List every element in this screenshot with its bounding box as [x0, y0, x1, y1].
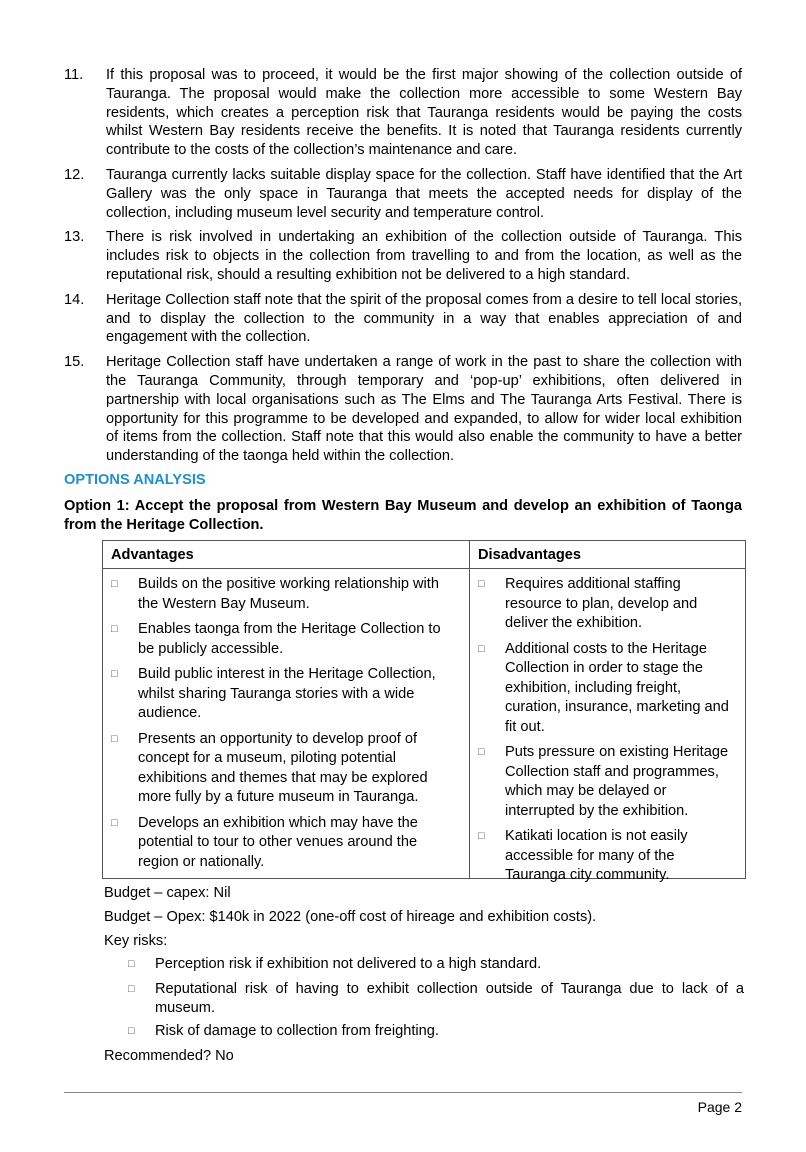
option-summary: [104, 884, 744, 1071]
list-item: [128, 1022, 744, 1042]
advantages-list: [103, 569, 469, 872]
list-item: [111, 730, 459, 808]
disadvantages-header: Disadvantages: [478, 547, 582, 563]
option-title: Option 1: Accept the proposal from Western Bay Museum and develop an exhibition of Taonga from the Heritage Collection.: [64, 498, 742, 533]
list-item-text: Requires additional staffing resource to plan, develop and deliver the exhibition.: [505, 576, 698, 631]
list-item-text: Risk of damage to collection from freighting.: [155, 1023, 439, 1040]
paragraph-number: 15.: [64, 354, 85, 371]
paragraph-number: 12.: [64, 166, 85, 183]
checkbox-bullet-icon: □: [478, 830, 485, 842]
key-risks-list: [104, 955, 744, 1042]
list-item: [478, 743, 735, 821]
list-item: [478, 640, 735, 738]
footer-divider: [64, 1092, 742, 1093]
paragraph-text: Heritage Collection staff note that the spirit of the proposal comes from a desire to tell local stories, and to display the collection to the community in a way that enables appreciation of and engagement with the collection.: [106, 291, 742, 346]
paragraph-number: 13.: [64, 229, 85, 246]
list-item-text: Presents an opportunity to develop proof of concept for a museum, piloting potential exhibitions and themes that may be explored more fully by a future museum in Tauranga.: [138, 730, 428, 805]
budget-opex: Budget – Opex: $140k in 2022 (one-off cost of hireage and exhibition costs).: [104, 908, 597, 925]
list-item-text: Katikati location is not easily accessible for many of the Tauranga city community.: [505, 828, 688, 883]
checkbox-bullet-icon: □: [128, 982, 135, 995]
list-item: [478, 575, 735, 634]
paragraph-15: [64, 353, 742, 466]
checkbox-bullet-icon: □: [111, 578, 118, 590]
paragraph-12: [64, 166, 742, 222]
checkbox-bullet-icon: □: [128, 1025, 135, 1038]
checkbox-bullet-icon: □: [111, 668, 118, 680]
list-item-text: Develops an exhibition which may have the potential to tour to other venues around the region or nationally.: [138, 814, 418, 870]
list-item-text: Reputational risk of having to exhibit collection outside of Tauranga due to lack of a museum.: [155, 980, 744, 1016]
checkbox-bullet-icon: □: [478, 746, 485, 758]
list-item: [128, 980, 744, 1018]
advantages-cell: [103, 569, 470, 879]
checkbox-bullet-icon: □: [128, 958, 135, 971]
paragraph-number: 14.: [64, 291, 85, 308]
checkbox-bullet-icon: □: [111, 732, 118, 745]
paragraph-text: There is risk involved in undertaking an exhibition of the collection outside of Tauranga. This includes risk to objects in the collection from travelling to and from the location, as well as the reputational risk, should a resulting exhibition not be delivered to a high standard.: [106, 229, 742, 283]
checkbox-bullet-icon: □: [111, 816, 118, 829]
list-item: [111, 665, 459, 724]
list-item-text: Additional costs to the Heritage Collection in order to stage the exhibition, including freight, curation, insurance, marketing and fit out.: [505, 640, 729, 735]
paragraph-11: [64, 66, 742, 160]
page-number: Page 2: [697, 1099, 742, 1115]
checkbox-bullet-icon: □: [478, 642, 485, 655]
paragraph-number: 11.: [64, 67, 84, 83]
table-header-row: [103, 541, 745, 569]
list-item: [111, 814, 459, 873]
disadvantages-list: [470, 569, 745, 886]
paragraph-14: [64, 291, 742, 347]
list-item: [111, 575, 459, 614]
numbered-paragraphs: [64, 66, 742, 472]
recommended: Recommended? No: [104, 1047, 234, 1064]
list-item: [111, 620, 459, 659]
list-item-text: Enables taonga from the Heritage Collection to be publicly accessible.: [138, 621, 441, 657]
key-risks-label: Key risks:: [104, 932, 168, 949]
paragraph-text: If this proposal was to proceed, it would be the first major showing of the collection outside of Tauranga. The proposal would make the collection more accessible to some Western Bay residents, which creates a perception risk that Tauranga residents would be paying the costs whilst Western Bay residents receive the benefits. It is noted that Tauranga residents currently contribute to the costs of the collection’s maintenance and care.: [106, 67, 742, 159]
list-item: [478, 827, 735, 886]
checkbox-bullet-icon: □: [111, 623, 118, 635]
list-item-text: Puts pressure on existing Heritage Collection staff and programmes, which may be delayed or interrupted by the exhibition.: [505, 744, 729, 819]
advantages-header: Advantages: [103, 541, 470, 568]
list-item-text: Build public interest in the Heritage Collection, whilst sharing Tauranga stories with a wide audience.: [138, 666, 436, 721]
list-item-text: Perception risk if exhibition not delivered to a high standard.: [155, 956, 542, 973]
disadvantages-cell: [470, 569, 745, 883]
section-heading: OPTIONS ANALYSIS: [64, 472, 206, 488]
paragraph-text: Heritage Collection staff have undertaken a range of work in the past to share the collection with the Tauranga Community, through temporary and ‘pop-up’ exhibitions, often delivered in partnership with local organisations such as The Elms and The Tauranga Arts Festival. There is opportunity for this programme to be developed and expanded, to allow for wider local exhibition of items from the collection. Staff note that this would also enable the community to have a better understanding of the taonga held within the collection.: [106, 354, 742, 465]
options-table: [102, 540, 746, 883]
list-item-text: Builds on the positive working relationship with the Western Bay Museum.: [138, 576, 439, 612]
list-item: [128, 955, 744, 975]
paragraph-text: Tauranga currently lacks suitable display space for the collection. Staff have identified that the Art Gallery was the only space in Tauranga that meets the accepted needs for display of the collection, including museum level security and temperature control.: [106, 166, 742, 221]
budget-capex: Budget – capex: Nil: [104, 885, 231, 901]
checkbox-bullet-icon: □: [478, 578, 485, 590]
table-body-row: [103, 569, 745, 883]
paragraph-13: [64, 228, 742, 284]
